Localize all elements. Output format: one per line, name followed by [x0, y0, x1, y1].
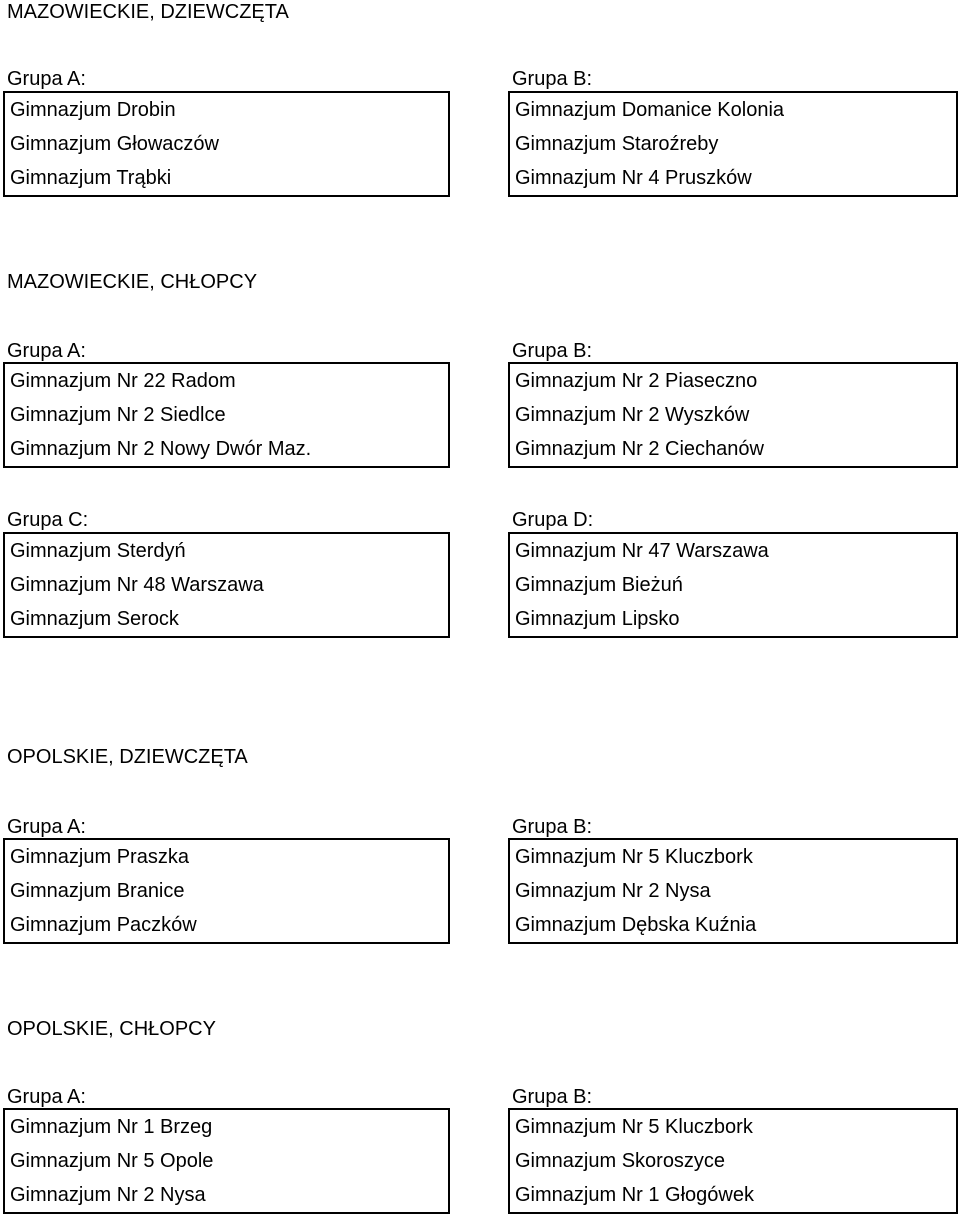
school-name: Gimnazjum Nr 5 Kluczbork — [515, 1116, 753, 1138]
school-name: Gimnazjum Nr 2 Piaseczno — [515, 370, 758, 392]
school-name: Gimnazjum Serock — [10, 608, 179, 630]
section-title-opolskie-dziewczeta: OPOLSKIE, DZIEWCZĘTA — [7, 746, 248, 768]
school-name: Gimnazjum Lipsko — [515, 608, 680, 630]
group-box — [3, 838, 450, 944]
group-label: Grupa B: — [512, 1086, 593, 1108]
school-name: Gimnazjum Trąbki — [10, 167, 172, 189]
school-name: Gimnazjum Nr 5 Kluczbork — [515, 846, 753, 868]
group-label: Grupa B: — [512, 340, 593, 362]
school-name: Gimnazjum Nr 1 Głogówek — [515, 1184, 754, 1206]
group-label: Grupa C: — [7, 509, 89, 531]
school-name: Gimnazjum Skoroszyce — [515, 1150, 726, 1172]
section-title-mazowieckie-chlopcy: MAZOWIECKIE, CHŁOPCY — [7, 271, 258, 293]
group-label: Grupa B: — [512, 68, 593, 90]
group-box — [3, 1108, 450, 1214]
section-title-opolskie-chlopcy: OPOLSKIE, CHŁOPCY — [7, 1018, 216, 1040]
school-name: Gimnazjum Domanice Kolonia — [515, 99, 785, 121]
school-name: Gimnazjum Nr 2 Wyszków — [515, 404, 750, 426]
school-name: Gimnazjum Nr 4 Pruszków — [515, 167, 752, 189]
school-name: Gimnazjum Nr 2 Nysa — [515, 880, 711, 902]
school-name: Gimnazjum Praszka — [10, 846, 189, 868]
school-name: Gimnazjum Nr 2 Siedlce — [10, 404, 226, 426]
school-name: Gimnazjum Nr 1 Brzeg — [10, 1116, 213, 1138]
school-name: Gimnazjum Nr 2 Ciechanów — [515, 438, 764, 460]
group-label: Grupa A: — [7, 68, 86, 90]
group-box — [508, 532, 958, 638]
group-label: Grupa D: — [512, 509, 594, 531]
school-name: Gimnazjum Staroźreby — [515, 133, 719, 155]
school-name: Gimnazjum Paczków — [10, 914, 197, 936]
group-box — [508, 91, 958, 197]
school-name: Gimnazjum Dębska Kuźnia — [515, 914, 757, 936]
school-name: Gimnazjum Nr 48 Warszawa — [10, 574, 264, 596]
school-name: Gimnazjum Drobin — [10, 99, 176, 121]
group-label: Grupa A: — [7, 340, 86, 362]
school-name: Gimnazjum Nr 47 Warszawa — [515, 540, 769, 562]
school-name: Gimnazjum Nr 2 Nysa — [10, 1184, 206, 1206]
group-box — [508, 1108, 958, 1214]
group-box — [508, 362, 958, 468]
school-name: Gimnazjum Bieżuń — [515, 574, 683, 596]
school-name: Gimnazjum Nr 22 Radom — [10, 370, 236, 392]
school-name: Gimnazjum Głowaczów — [10, 133, 219, 155]
group-box — [3, 362, 450, 468]
section-title-mazowieckie-dziewczeta: MAZOWIECKIE, DZIEWCZĘTA — [7, 1, 289, 23]
school-name: Gimnazjum Sterdyń — [10, 540, 186, 562]
group-label: Grupa B: — [512, 816, 593, 838]
group-label: Grupa A: — [7, 816, 86, 838]
school-name: Gimnazjum Nr 5 Opole — [10, 1150, 214, 1172]
group-box — [508, 838, 958, 944]
group-box — [3, 91, 450, 197]
school-name: Gimnazjum Nr 2 Nowy Dwór Maz. — [10, 438, 312, 460]
school-name: Gimnazjum Branice — [10, 880, 185, 902]
group-box — [3, 532, 450, 638]
group-label: Grupa A: — [7, 1086, 86, 1108]
